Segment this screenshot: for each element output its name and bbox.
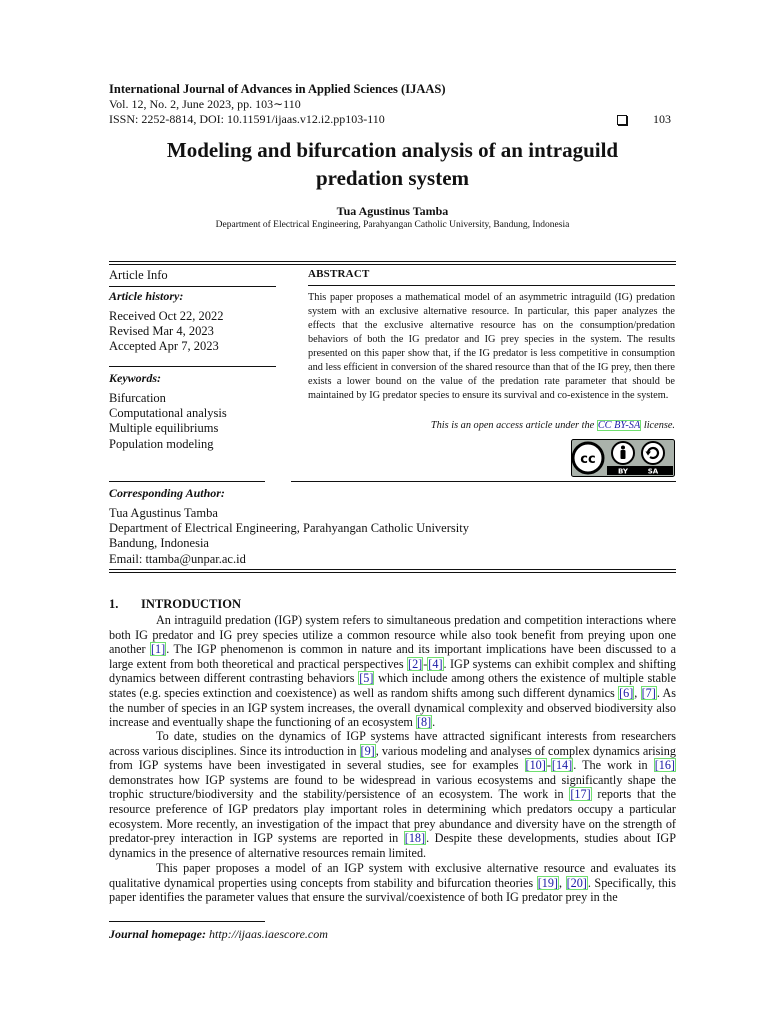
citation-link[interactable]: [19] [537,875,558,890]
footer-rule [109,921,265,922]
citation-link[interactable]: [16] [654,758,675,773]
author-name: Tua Agustinus Tamba [336,204,449,218]
citation-link[interactable]: [5] [359,671,374,686]
journal-issn-doi: ISSN: 2252-8814, DOI: 10.11591/ijaas.v12.i2.pp103-110 [109,112,385,126]
journal-header [109,82,671,127]
corresponding-heading: Corresponding Author: [109,486,225,500]
license-note [308,420,675,431]
footer-label: Journal homepage: [109,927,207,941]
received-date: Received Oct 22, 2022 [109,309,224,323]
paper-title [60,136,725,192]
intro-paragraph-2: To date, studies on the dynamics of IGP systems have attracted significant interests from researchers across various disciplines. Since its introduction in [9], various modeling and analyses of complex dynamics arising from IGP systems have been investigated in several studies, see for examples [10]-[14]. The work in [16] demonstrates how IGP systems are found to be widespread in various ecosystems and significantly shape the trophic structure/biodiversity and the stability/persistence of an ecosystem. The work in [17] reports that the resource preference of IGP predators play important roles in determining which predators occupy a particular ecosystem. More recently, an investigation of the impact that prey abundance and diversity have on the strength of predator-prey interaction in IGP systems are reported in [18]. Despite these developments, studies about IGP dynamics in the presence of alternative resources remain limited. [109,729,676,860]
citation-link[interactable]: [1] [150,642,166,657]
svg-text:cc: cc [580,452,596,467]
history-rule [109,366,276,367]
journal-homepage-link[interactable]: http://ijaas.iaescore.com [209,927,328,941]
citation-link[interactable]: [2] [408,656,423,671]
bottom-rule-2 [109,572,676,573]
top-rule [109,261,676,262]
journal-footer [109,927,328,942]
citation-link[interactable]: [9] [360,743,375,758]
article-history [109,309,224,355]
keyword: Multiple equilibriums [109,421,219,436]
page-number: 103 [653,112,671,126]
cc-sa-label: SA [647,467,659,476]
citation-link[interactable]: [10] [525,758,546,773]
keyword: Bifurcation [109,391,166,405]
journal-name: International Journal of Advances in Applied Sciences (IJAAS) [109,82,446,96]
corr-rule-left [109,481,265,482]
abstract-heading: ABSTRACT [308,268,370,280]
citation-link[interactable]: [14] [551,758,573,773]
bottom-rule [109,569,676,570]
keyword: Population modeling [109,436,214,451]
citation-link[interactable]: [8] [416,715,432,730]
journal-volume: Vol. 12, No. 2, June 2023, pp. 103∼110 [109,97,301,111]
license-prefix: This is an open access article under the [430,420,595,431]
corresponding-dept: Department of Electrical Engineering, Parahyangan Catholic University [109,521,469,536]
cc-by-label: BY [617,467,629,476]
corresponding-details [109,506,469,567]
section-heading [109,597,241,612]
citation-link[interactable]: [7] [641,685,656,700]
citation-link[interactable]: [4] [428,656,443,671]
corresponding-city: Bandung, Indonesia [109,536,209,551]
revised-date: Revised Mar 4, 2023 [109,324,214,339]
corr-rule-right [291,481,676,482]
top-rule-2 [109,264,676,265]
citation-link[interactable]: [6] [619,685,634,700]
article-info-rule [109,286,276,287]
abstract-rule [308,285,675,286]
section-title: INTRODUCTION [141,597,242,611]
keywords-heading: Keywords: [109,371,161,385]
license-suffix: license. [643,420,675,431]
keyword: Computational analysis [109,406,227,421]
paper-title-line-2: predation system [315,166,470,190]
license-link[interactable]: CC BY-SA [597,420,641,431]
accepted-date: Accepted Apr 7, 2023 [109,339,219,354]
intro-paragraph-1: An intraguild predation (IGP) system refers to simultaneous predation and competition interactions where both IG predator and IG prey species utilize a common resource while also took benefit from preying upon one another [1]. The IGP phenomenon is common in nature and its important implications have been discussed to a large extent from both theoretical and practical perspectives [2]-[4]. IGP systems can exhibit complex and shifting dynamics between different contrasting behaviors [5] which include among others the existence of multiple stable states (e.g. species extinction and coexistence) as well as random shifts among such different dynamics [6], [7]. As the number of species in an IGP system increases, the overall dynamical complexity and observed biodiversity also increase and eventually shape the functioning of an ecosystem [8]. [109,613,677,730]
article-history-heading: Article history: [109,289,184,303]
intro-paragraph-3: This paper proposes a model of an IGP system with exclusive alternative resource and evaluates its qualitative dynamical properties using concepts from stability and bifurcation theories [19], [20]. Specifically, this paper identifies the parameter values that ensure the survival/coexistence of both IG predator prey in the [109,861,677,905]
abstract-text: This paper proposes a mathematical model of an asymmetric intraguild (IG) predation system with an exclusive alternative resource. In particular, this paper analyzes the effects that the exclusive alternative resource has on the consumption/predation behaviors of both the IG predator and IG prey species in the system. The results presented on this paper show that, if the IG predator is less competitive in consumption and less efficient in conversion of the shared resource than that of the IG prey, then there exists a lower bound on the value of the predation rate parameter that should be maintained by IG predator species to ensure its survival and co-existence in the system. [308,292,675,401]
section-number: 1. [109,597,119,611]
cc-by-sa-icon [571,439,675,477]
corresponding-name: Tua Agustinus Tamba [109,506,218,520]
cc-by-sa-badge[interactable] [571,439,675,477]
paper-title-line-1: Modeling and bifurcation analysis of an intraguild [166,138,619,162]
corresponding-email: Email: ttamba@unpar.ac.id [109,551,246,566]
keywords-list [109,391,227,452]
page-box-icon [617,115,627,125]
citation-link[interactable]: [20] [566,875,587,890]
citation-link[interactable]: [17] [570,787,591,802]
author-affiliation: Department of Electrical Engineering, Parahyangan Catholic University, Bandung, Indonesia [215,220,570,230]
article-info-heading: Article Info [109,268,168,282]
citation-link[interactable]: [18] [404,831,426,846]
